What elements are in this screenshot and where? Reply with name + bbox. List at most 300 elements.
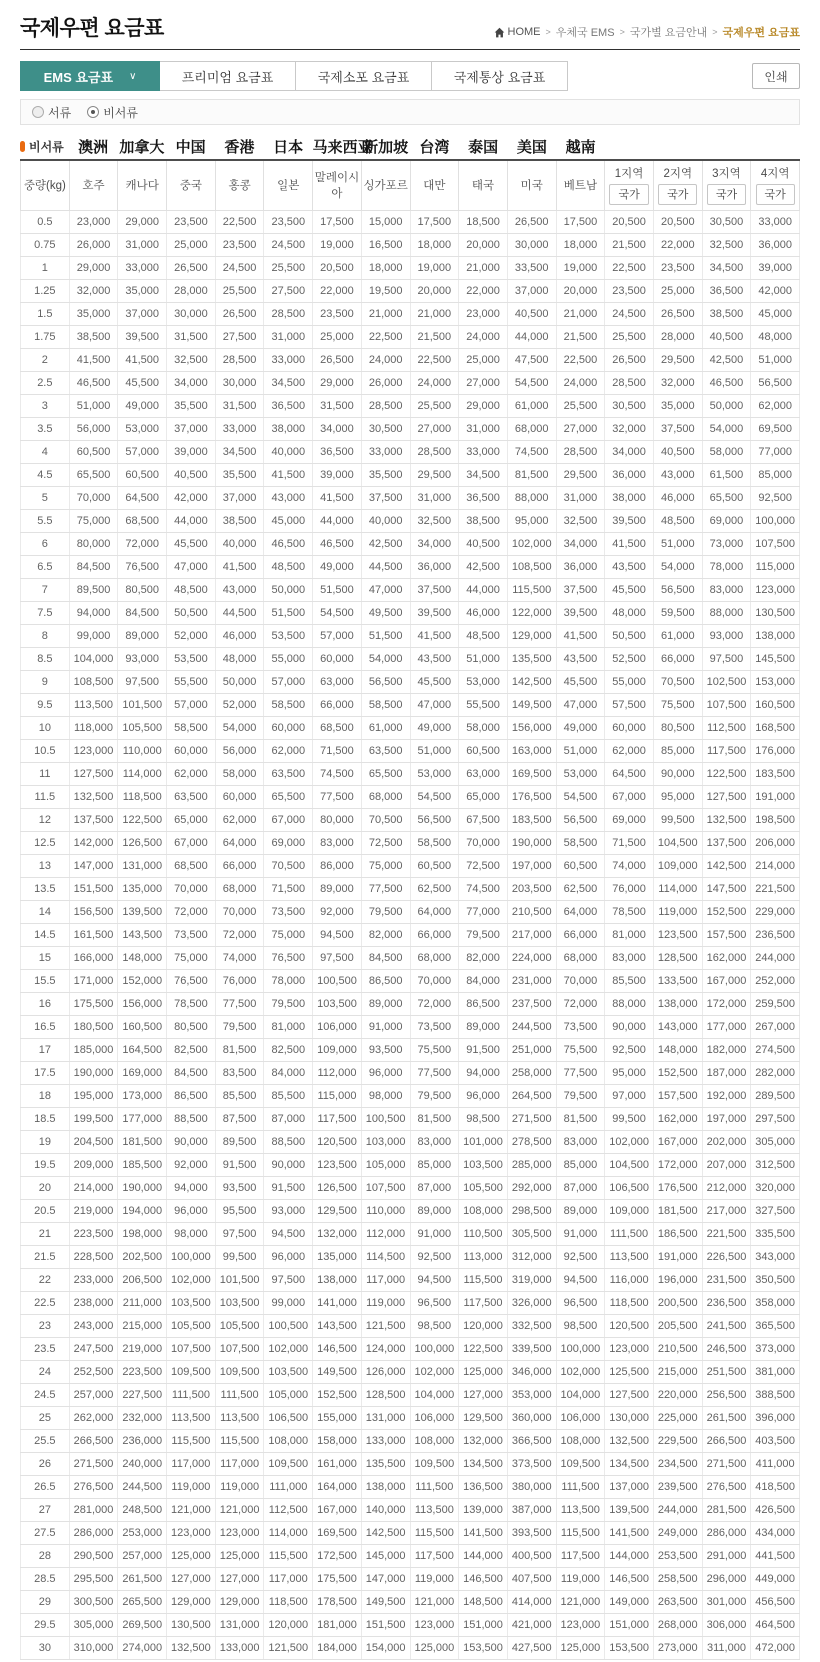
rate-cell: 37,000 xyxy=(167,418,216,441)
rate-cell: 214,000 xyxy=(751,855,800,878)
rate-cell: 127,500 xyxy=(69,763,118,786)
rate-cell: 54,000 xyxy=(653,556,702,579)
rate-cell: 65,500 xyxy=(69,464,118,487)
rate-cell: 22,000 xyxy=(313,280,362,303)
rate-cell: 249,000 xyxy=(653,1522,702,1545)
rate-cell: 162,000 xyxy=(653,1108,702,1131)
rate-cell: 197,000 xyxy=(702,1108,751,1131)
rate-cell: 46,000 xyxy=(459,602,508,625)
rate-cell: 58,000 xyxy=(702,441,751,464)
rate-cell: 291,000 xyxy=(702,1545,751,1568)
rate-cell: 58,500 xyxy=(264,694,313,717)
rate-cell: 54,000 xyxy=(702,418,751,441)
rate-cell: 40,000 xyxy=(264,441,313,464)
tab-parcel-rates[interactable]: 국제소포 요금표 xyxy=(296,61,432,91)
table-row xyxy=(21,487,800,510)
rate-cell: 127,500 xyxy=(702,786,751,809)
zone-country-button[interactable]: 국가 xyxy=(609,184,648,205)
rate-cell: 109,500 xyxy=(556,1453,605,1476)
rate-cell: 18,000 xyxy=(556,234,605,257)
rate-cell: 40,500 xyxy=(507,303,556,326)
rate-cell: 99,000 xyxy=(264,1292,313,1315)
zone-label: 3지역 xyxy=(712,168,741,180)
rate-cell: 113,000 xyxy=(459,1246,508,1269)
rate-cell: 34,500 xyxy=(215,441,264,464)
weight-cell: 2 xyxy=(21,349,70,372)
rate-cell: 99,500 xyxy=(215,1246,264,1269)
rate-cell: 217,000 xyxy=(507,924,556,947)
rate-cell: 393,500 xyxy=(507,1522,556,1545)
rate-cell: 111,500 xyxy=(556,1476,605,1499)
rate-cell: 47,000 xyxy=(167,556,216,579)
table-row xyxy=(21,717,800,740)
rate-cell: 268,000 xyxy=(653,1614,702,1637)
table-row xyxy=(21,1223,800,1246)
rate-cell: 265,500 xyxy=(118,1591,167,1614)
table-row xyxy=(21,648,800,671)
rate-cell: 25,500 xyxy=(556,395,605,418)
rate-cell: 85,000 xyxy=(653,740,702,763)
rate-cell: 85,000 xyxy=(751,464,800,487)
rate-cell: 167,000 xyxy=(653,1131,702,1154)
rate-cell: 144,000 xyxy=(605,1545,654,1568)
rate-cell: 119,000 xyxy=(167,1476,216,1499)
zone-country-button[interactable]: 국가 xyxy=(658,184,697,205)
rate-cell: 61,000 xyxy=(507,395,556,418)
rate-cell: 40,000 xyxy=(215,533,264,556)
rate-cell: 79,500 xyxy=(410,1085,459,1108)
rate-cell: 196,000 xyxy=(653,1269,702,1292)
rate-cell: 167,000 xyxy=(313,1499,362,1522)
rate-cell: 44,000 xyxy=(459,579,508,602)
rate-cell: 119,000 xyxy=(215,1476,264,1499)
rate-cell: 115,500 xyxy=(507,579,556,602)
rate-cell: 290,500 xyxy=(69,1545,118,1568)
rate-cell: 269,500 xyxy=(118,1614,167,1637)
zone-country-button[interactable]: 국가 xyxy=(756,184,795,205)
rate-cell: 335,500 xyxy=(751,1223,800,1246)
rate-cell: 115,500 xyxy=(410,1522,459,1545)
rate-cell: 94,000 xyxy=(69,602,118,625)
rate-cell: 88,000 xyxy=(702,602,751,625)
rate-cell: 49,000 xyxy=(556,717,605,740)
print-button[interactable]: 인쇄 xyxy=(752,63,800,89)
weight-cell: 1.75 xyxy=(21,326,70,349)
rate-cell: 47,000 xyxy=(556,694,605,717)
rate-cell: 243,000 xyxy=(69,1315,118,1338)
rate-cell: 128,500 xyxy=(653,947,702,970)
rate-cell: 111,000 xyxy=(264,1476,313,1499)
rate-cell: 73,500 xyxy=(264,901,313,924)
rate-cell: 135,000 xyxy=(118,878,167,901)
rate-cell: 217,000 xyxy=(702,1200,751,1223)
rate-cell: 200,500 xyxy=(653,1292,702,1315)
weight-cell: 11 xyxy=(21,763,70,786)
rate-cell: 312,000 xyxy=(507,1246,556,1269)
rate-cell: 151,500 xyxy=(361,1614,410,1637)
rate-cell: 115,500 xyxy=(215,1430,264,1453)
rate-cell: 353,000 xyxy=(507,1384,556,1407)
rate-cell: 114,000 xyxy=(264,1522,313,1545)
rate-cell: 229,000 xyxy=(751,901,800,924)
rate-cell: 223,500 xyxy=(69,1223,118,1246)
rate-cell: 319,000 xyxy=(507,1269,556,1292)
rate-cell: 87,000 xyxy=(556,1177,605,1200)
rate-cell: 32,500 xyxy=(410,510,459,533)
rate-cell: 113,500 xyxy=(556,1499,605,1522)
table-row xyxy=(21,510,800,533)
rate-cell: 50,500 xyxy=(605,625,654,648)
chinese-country-name-slot xyxy=(312,136,373,157)
rate-cell: 152,500 xyxy=(702,901,751,924)
breadcrumb-separator: > xyxy=(712,27,718,37)
rate-cell: 274,500 xyxy=(751,1039,800,1062)
rate-cell: 53,500 xyxy=(264,625,313,648)
table-row xyxy=(21,602,800,625)
rate-cell: 253,000 xyxy=(118,1522,167,1545)
rate-cell: 96,000 xyxy=(167,1200,216,1223)
rate-cell: 36,500 xyxy=(264,395,313,418)
rate-cell: 92,000 xyxy=(313,901,362,924)
zone-column-header xyxy=(702,160,751,211)
weight-cell: 16 xyxy=(21,993,70,1016)
rate-cell: 252,500 xyxy=(69,1361,118,1384)
rate-cell: 312,500 xyxy=(751,1154,800,1177)
table-row xyxy=(21,878,800,901)
rate-cell: 115,000 xyxy=(751,556,800,579)
rate-cell: 327,500 xyxy=(751,1200,800,1223)
table-row xyxy=(21,1108,800,1131)
rate-cell: 81,500 xyxy=(556,1108,605,1131)
breadcrumb-item[interactable]: 우체국 EMS xyxy=(555,27,615,39)
rate-cell: 449,000 xyxy=(751,1568,800,1591)
country-column-header: 일본 xyxy=(264,160,313,211)
rate-cell: 40,500 xyxy=(167,464,216,487)
rate-cell: 65,500 xyxy=(361,763,410,786)
rate-cell: 223,500 xyxy=(118,1361,167,1384)
rate-cell: 98,500 xyxy=(556,1315,605,1338)
rate-cell: 36,500 xyxy=(702,280,751,303)
rate-cell: 472,000 xyxy=(751,1637,800,1660)
rate-cell: 60,500 xyxy=(459,740,508,763)
rate-cell: 111,500 xyxy=(605,1223,654,1246)
weight-cell: 3 xyxy=(21,395,70,418)
rate-cell: 89,000 xyxy=(118,625,167,648)
rate-cell: 32,500 xyxy=(556,510,605,533)
rate-cell: 30,000 xyxy=(167,303,216,326)
orange-marker-icon xyxy=(20,141,25,152)
rate-cell: 17,500 xyxy=(410,211,459,234)
table-row xyxy=(21,1568,800,1591)
rate-cell: 388,500 xyxy=(751,1384,800,1407)
rate-cell: 51,000 xyxy=(459,648,508,671)
rate-cell: 300,500 xyxy=(69,1591,118,1614)
rate-cell: 111,500 xyxy=(410,1476,459,1499)
rate-cell: 99,500 xyxy=(653,809,702,832)
rate-cell: 73,500 xyxy=(167,924,216,947)
rate-cell: 57,000 xyxy=(264,671,313,694)
table-row xyxy=(21,1591,800,1614)
rate-cell: 47,500 xyxy=(507,349,556,372)
rate-cell: 267,000 xyxy=(751,1016,800,1039)
rate-cell: 63,500 xyxy=(264,763,313,786)
rate-cell: 82,000 xyxy=(361,924,410,947)
rate-cell: 131,000 xyxy=(118,855,167,878)
rate-cell: 24,000 xyxy=(410,372,459,395)
rate-cell: 130,000 xyxy=(605,1407,654,1430)
weight-cell: 19.5 xyxy=(21,1154,70,1177)
rate-cell: 24,500 xyxy=(264,234,313,257)
rate-cell: 82,000 xyxy=(459,947,508,970)
rate-cell: 25,000 xyxy=(167,234,216,257)
weight-cell: 7 xyxy=(21,579,70,602)
rate-cell: 241,500 xyxy=(702,1315,751,1338)
chinese-names-row xyxy=(20,134,800,157)
rate-cell: 27,000 xyxy=(410,418,459,441)
weight-cell: 2.5 xyxy=(21,372,70,395)
rate-cell: 117,500 xyxy=(410,1545,459,1568)
rate-cell: 61,000 xyxy=(361,717,410,740)
rate-cell: 157,500 xyxy=(702,924,751,947)
rate-cell: 81,500 xyxy=(410,1108,459,1131)
rate-cell: 60,000 xyxy=(605,717,654,740)
radio-checked-icon[interactable] xyxy=(87,106,99,118)
rate-cell: 91,000 xyxy=(410,1223,459,1246)
table-row xyxy=(21,280,800,303)
table-row xyxy=(21,1338,800,1361)
weight-cell: 29 xyxy=(21,1591,70,1614)
rate-cell: 136,500 xyxy=(459,1476,508,1499)
rate-cell: 70,000 xyxy=(556,970,605,993)
rate-cell: 172,500 xyxy=(313,1545,362,1568)
rate-cell: 23,500 xyxy=(167,211,216,234)
document-type-filter xyxy=(20,99,800,125)
rate-cell: 50,500 xyxy=(167,602,216,625)
table-row xyxy=(21,924,800,947)
rate-cell: 94,000 xyxy=(167,1177,216,1200)
rate-cell: 45,500 xyxy=(410,671,459,694)
rate-cell: 119,000 xyxy=(556,1568,605,1591)
radio-option-documents[interactable]: 서류 xyxy=(32,104,71,121)
rate-cell: 33,000 xyxy=(751,211,800,234)
rate-cell: 205,500 xyxy=(653,1315,702,1338)
rate-cell: 48,500 xyxy=(167,579,216,602)
table-row xyxy=(21,533,800,556)
rate-cell: 74,000 xyxy=(605,855,654,878)
rate-cell: 29,500 xyxy=(556,464,605,487)
rate-cell: 103,500 xyxy=(313,993,362,1016)
chinese-country-name-slot xyxy=(361,136,410,157)
rate-cell: 28,000 xyxy=(167,280,216,303)
rate-cell: 247,500 xyxy=(69,1338,118,1361)
rate-cell: 60,500 xyxy=(69,441,118,464)
rate-cell: 70,000 xyxy=(69,487,118,510)
rate-cell: 85,000 xyxy=(410,1154,459,1177)
rate-cell: 89,000 xyxy=(410,1200,459,1223)
chinese-country-name-slot xyxy=(118,136,167,157)
rate-cell: 197,000 xyxy=(507,855,556,878)
rate-cell: 107,500 xyxy=(751,533,800,556)
rate-cell: 19,000 xyxy=(410,257,459,280)
rate-cell: 143,500 xyxy=(118,924,167,947)
weight-cell: 15 xyxy=(21,947,70,970)
table-row xyxy=(21,1361,800,1384)
rate-cell: 74,000 xyxy=(215,947,264,970)
rate-cell: 117,500 xyxy=(702,740,751,763)
table-row xyxy=(21,1315,800,1338)
rate-cell: 91,000 xyxy=(556,1223,605,1246)
rate-cell: 117,000 xyxy=(167,1453,216,1476)
rate-cell: 74,500 xyxy=(313,763,362,786)
breadcrumb-item[interactable]: 국가별 요금안내 xyxy=(629,27,708,39)
rate-cell: 22,500 xyxy=(215,211,264,234)
rate-cell: 33,000 xyxy=(459,441,508,464)
rate-cell: 86,500 xyxy=(459,993,508,1016)
rate-cell: 107,500 xyxy=(702,694,751,717)
table-row xyxy=(21,1614,800,1637)
rate-cell: 29,000 xyxy=(118,211,167,234)
rate-cell: 53,000 xyxy=(118,418,167,441)
rate-cell: 139,500 xyxy=(605,1499,654,1522)
rate-cell: 60,500 xyxy=(410,855,459,878)
tab-bar xyxy=(20,61,800,91)
rate-cell: 123,000 xyxy=(69,740,118,763)
rate-cell: 102,000 xyxy=(556,1361,605,1384)
rate-cell: 84,500 xyxy=(118,602,167,625)
rate-cell: 94,500 xyxy=(410,1269,459,1292)
zone-label: 1지역 xyxy=(614,168,644,180)
rate-cell: 81,500 xyxy=(507,464,556,487)
rate-cell: 106,000 xyxy=(556,1407,605,1430)
rate-cell: 240,000 xyxy=(118,1453,167,1476)
rate-cell: 123,000 xyxy=(167,1522,216,1545)
zone-country-button[interactable]: 국가 xyxy=(707,184,746,205)
rate-cell: 133,500 xyxy=(653,970,702,993)
rate-cell: 101,500 xyxy=(118,694,167,717)
rate-cell: 90,000 xyxy=(167,1131,216,1154)
rate-cell: 114,000 xyxy=(653,878,702,901)
rate-cell: 65,500 xyxy=(264,786,313,809)
rate-cell: 301,000 xyxy=(702,1591,751,1614)
table-row xyxy=(21,763,800,786)
rate-cell: 24,000 xyxy=(459,326,508,349)
rate-cell: 92,500 xyxy=(556,1246,605,1269)
rate-cell: 160,500 xyxy=(751,694,800,717)
rate-cell: 117,500 xyxy=(459,1292,508,1315)
rate-cell: 79,500 xyxy=(264,993,313,1016)
rate-cell: 28,500 xyxy=(361,395,410,418)
rate-cell: 244,000 xyxy=(653,1499,702,1522)
rate-cell: 96,000 xyxy=(361,1062,410,1085)
rate-cell: 54,000 xyxy=(361,648,410,671)
table-row xyxy=(21,1177,800,1200)
table-row xyxy=(21,1016,800,1039)
rate-cell: 96,000 xyxy=(459,1085,508,1108)
rate-cell: 44,000 xyxy=(167,510,216,533)
rate-cell: 80,500 xyxy=(167,1016,216,1039)
rate-cell: 29,000 xyxy=(69,257,118,280)
rate-cell: 23,000 xyxy=(459,303,508,326)
rate-cell: 153,500 xyxy=(459,1637,508,1660)
rate-cell: 144,000 xyxy=(459,1545,508,1568)
rate-cell: 296,000 xyxy=(702,1568,751,1591)
rate-cell: 380,000 xyxy=(507,1476,556,1499)
rate-cell: 87,500 xyxy=(215,1108,264,1131)
rate-cell: 83,000 xyxy=(605,947,654,970)
rate-cell: 48,500 xyxy=(459,625,508,648)
rate-cell: 90,000 xyxy=(264,1154,313,1177)
rate-cell: 109,000 xyxy=(653,855,702,878)
table-row xyxy=(21,1499,800,1522)
radio-unchecked-icon[interactable] xyxy=(32,106,44,118)
rate-cell: 418,500 xyxy=(751,1476,800,1499)
rate-cell: 38,500 xyxy=(702,303,751,326)
rate-cell: 65,000 xyxy=(167,809,216,832)
rate-cell: 67,500 xyxy=(459,809,508,832)
rate-cell: 464,500 xyxy=(751,1614,800,1637)
rate-cell: 35,000 xyxy=(69,303,118,326)
rate-cell: 195,000 xyxy=(69,1085,118,1108)
rate-cell: 113,500 xyxy=(167,1407,216,1430)
rate-cell: 61,500 xyxy=(702,464,751,487)
rate-cell: 53,000 xyxy=(459,671,508,694)
rate-cell: 93,000 xyxy=(118,648,167,671)
rate-cell: 97,000 xyxy=(605,1085,654,1108)
rate-cell: 104,500 xyxy=(605,1154,654,1177)
rate-cell: 229,500 xyxy=(653,1430,702,1453)
rate-cell: 58,500 xyxy=(361,694,410,717)
rate-cell: 154,000 xyxy=(361,1637,410,1660)
rate-cell: 27,500 xyxy=(215,326,264,349)
rate-cell: 17,500 xyxy=(313,211,362,234)
rate-cell: 89,500 xyxy=(215,1131,264,1154)
rate-cell: 244,500 xyxy=(507,1016,556,1039)
rate-cell: 17,500 xyxy=(556,211,605,234)
tab-ems-rates[interactable]: EMS 요금표 ∨ xyxy=(20,61,160,91)
weight-cell: 23 xyxy=(21,1315,70,1338)
rate-cell: 289,500 xyxy=(751,1085,800,1108)
rate-cell: 117,000 xyxy=(215,1453,264,1476)
rate-cell: 27,500 xyxy=(264,280,313,303)
rate-cell: 147,500 xyxy=(702,878,751,901)
rate-cell: 261,500 xyxy=(118,1568,167,1591)
breadcrumb-home[interactable]: HOME xyxy=(494,26,541,38)
table-row xyxy=(21,1407,800,1430)
rate-cell: 169,500 xyxy=(507,763,556,786)
rate-cell: 295,500 xyxy=(69,1568,118,1591)
weight-cell: 12.5 xyxy=(21,832,70,855)
rate-cell: 92,000 xyxy=(167,1154,216,1177)
rate-cell: 31,500 xyxy=(313,395,362,418)
radio-option-non-documents[interactable]: 비서류 xyxy=(87,104,138,121)
rate-cell: 231,000 xyxy=(507,970,556,993)
rate-cell: 75,500 xyxy=(556,1039,605,1062)
rate-cell: 45,500 xyxy=(556,671,605,694)
rate-cell: 56,000 xyxy=(69,418,118,441)
rate-cell: 108,000 xyxy=(410,1430,459,1453)
rate-cell: 121,500 xyxy=(264,1637,313,1660)
tab-ordinary-rates[interactable]: 국제통상 요금표 xyxy=(432,61,568,91)
rate-cell: 20,000 xyxy=(459,234,508,257)
table-row xyxy=(21,1154,800,1177)
rate-cell: 244,500 xyxy=(118,1476,167,1499)
rate-cell: 50,000 xyxy=(264,579,313,602)
weight-cell: 6 xyxy=(21,533,70,556)
rate-cell: 115,000 xyxy=(313,1085,362,1108)
tab-premium-rates[interactable]: 프리미엄 요금표 xyxy=(160,61,296,91)
rate-cell: 102,000 xyxy=(605,1131,654,1154)
rate-cell: 167,000 xyxy=(702,970,751,993)
